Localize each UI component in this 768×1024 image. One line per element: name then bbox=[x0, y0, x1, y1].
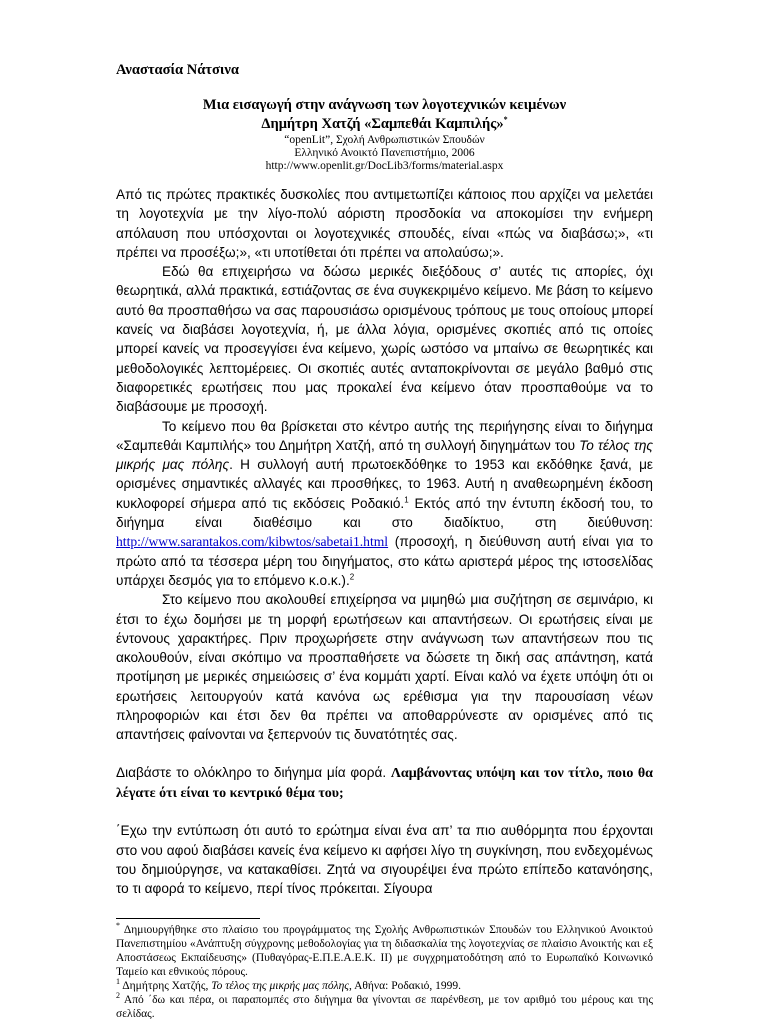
instruction-text: Διαβάστε το ολόκληρο το διήγημα μία φορά. bbox=[116, 764, 391, 780]
paragraph-4: Στο κείμενο που ακολουθεί επιχείρησα να μιμηθώ μια συζήτηση σε σεμινάριο, κι έτσι το έχω δομήσει με τη μορφή ερωτήσεων και απαντήσεων. Οι ερωτήσεις είναι με έντονους χαρακτήρες. Πριν προχωρήσετε στην ανάγνωση των απαντήσεων που τις ακολουθούν, είναι σκόπιμο να προσπαθήσετε να δώσετε τη δική σας απάντηση, κατά προτίμηση με μερικές σημειώσεις σ’ ένα κομμάτι χαρτί. Είναι καλό να έχετε υπόψη ότι οι ερωτήσεις λειτουργούν κατά κανόνα ως ερέθισμα για την παρουσίαση νέων πληροφοριών και έτσι δεν θα πρέπει να αποθαρρύνεστε αν ορισμένες από τις απαντήσεις φαίνονται να ξεπερνούν τις δυνατότητές σας. bbox=[116, 592, 653, 743]
title-line-2 bbox=[116, 115, 653, 134]
book-title: Το τέλος της μικρής μας πόλης bbox=[116, 437, 653, 473]
title-footnote-mark: * bbox=[503, 115, 508, 125]
footnote-ref-1: 1 bbox=[404, 495, 409, 505]
footnote-1-book: Το τέλος της μικρής μας πόλης bbox=[211, 980, 349, 993]
paragraph-5 bbox=[116, 763, 653, 804]
footnote-divider bbox=[116, 918, 260, 919]
title-text: Δημήτρη Χατζή «Σαμπεθάι Καμπιλής» bbox=[261, 116, 504, 132]
footnote-star bbox=[116, 923, 653, 979]
p3-text-a: Το κείμενο που θα βρίσκεται στο κέντρο αυτής της περιήγησης είναι το διήγημα «Σαμπεθάι Καμπιλής» του Δημήτρη Χατζή, από τη συλλογή διηγημάτων του bbox=[116, 418, 653, 453]
org-line-1: “openLit”, Σχολή Ανθρωπιστικών Σπουδών bbox=[284, 134, 485, 146]
p3-text-b: . Η συλλογή αυτή πρωτοεκδόθηκε το 1953 και εκδόθηκε ξανά, με ορισμένες σημαντικές αλλαγές και προσθήκες, το 1963. Αυτή η αναθεωρημένη έκδοση κυκλοφορεί σήμερα από τις εκδόσεις Ροδακιό. bbox=[116, 457, 653, 511]
org-url: http://www.openlit.gr/DocLib3/forms/material.aspx bbox=[265, 160, 504, 172]
paragraph-6: ΄Εχω την εντύπωση ότι αυτό το ερώτημα είναι ένα απ’ τα πιο αυθόρμητα που έρχονται στο νου αφού διαβάσει κανείς ένα κείμενο κι αφήσει λίγο τη συγκίνηση, που ενδεχομένως του δημιούργησε, να κατακαθίσει. Ζητά να σιγουρέψει ένα πρώτο επίπεδο κατανόησης, το τι αφορά το κείμενο, περί τίνος πρόκειται. Σίγουρα bbox=[116, 823, 653, 897]
question-text: Λαμβάνοντας υπόψη και τον τίτλο, ποιο θα λέγατε ότι είναι το κεντρικό θέμα του; bbox=[116, 765, 653, 801]
org-line-2: Ελληνικό Ανοικτό Πανεπιστήμιο, 2006 bbox=[294, 147, 475, 159]
footnote-1-mark: 1 bbox=[116, 977, 120, 987]
author-name: Αναστασία Νάτσινα bbox=[116, 62, 239, 78]
paragraph-1: Από τις πρώτες πρακτικές δυσκολίες που αντιμετωπίζει κάποιος που αρχίζει να μελετάει τη λογοτεχνία με την λίγο-πολύ αόριστη προσδοκία να αποκομίσει την ενήμερη απόλαυση που υπόσχονται οι λογοτεχνικές σπουδές, είναι «πώς να διαβάσω;», «τι πρέπει να προσέξω;», «τι υποτίθεται ότι πρέπει να απολαύσω;». bbox=[116, 187, 653, 260]
paragraph-2: Εδώ θα επιχειρήσω να δώσω μερικές διεξόδους σ’ αυτές τις απορίες, όχι θεωρητικά, αλλά πρακτικά, εστιάζοντας σε ένα συγκεκριμένο κείμενο. Με βάση το κείμενο αυτό θα προσπαθήσω να σας παρουσιάσω ορισμένους τρόπους με τους οποίους μπορεί κανείς να διαβάσει λογοτεχνία, ή, με άλλα λόγια, ορισμένες σκοπιές από τις οποίες μπορεί κανείς να προσεγγίσει ένα κείμενο, χωρίς ωστόσο να μπαίνω σε θεωρητικές και μεθοδολογικές λεπτομέρειες. Οι σκοπιές αυτές ανταποκρίνονται σε μεγάλο βαθμό στις διαφορετικές ερωτήσεις που μας προκαλεί ένα κείμενο όταν προσπαθούμε να το διαβάσουμε με προσοχή. bbox=[116, 264, 653, 415]
footnote-2 bbox=[116, 993, 653, 1021]
document-body bbox=[116, 185, 653, 898]
footnote-1-text-a: Δημήτρης Χατζής, bbox=[120, 980, 212, 993]
title-block bbox=[116, 96, 653, 173]
footnote-2-text: Από ΄δω και πέρα, οι παραπομπές στο διήγημα θα γίνονται σε παρένθεση, με τον αριθμό του μέρους και της σελίδας. bbox=[116, 994, 653, 1021]
footnote-star-text: Δημιουργήθηκε στο πλαίσιο του προγράμματος της Σχολής Ανθρωπιστικών Σπουδών του Ελληνικού Ανοικτού Πανεπιστημίου «Ανάπτυξη σύγχρονης μεθοδολογίας για τη διδασκαλία της λογοτεχνίας σε πλαίσιο Ανοικτής και εξ Αποστάσεως Εκπαίδευσης» (Πυθαγόρας-Ε.Π.Ε.Α.Ε.Κ. ΙΙ) με συγχρηματοδότηση από το Ευρωπαϊκό Κοινωνικό Ταμείο και εθνικούς πόρους. bbox=[116, 924, 653, 979]
footnote-2-mark: 2 bbox=[116, 991, 120, 1001]
footnote-1 bbox=[116, 979, 653, 993]
footnote-1-text-b: , Αθήνα: Ροδακιό, 1999. bbox=[348, 980, 462, 993]
story-link[interactable]: http://www.sarantakos.com/kibwtos/sabetai1.html bbox=[116, 534, 389, 550]
footnotes bbox=[116, 923, 653, 1021]
title-line-1: Μια εισαγωγή στην ανάγνωση των λογοτεχνικών κειμένων bbox=[202, 97, 567, 113]
p3-text-d: (προσοχή, η διεύθυνση αυτή είναι για το πρώτο από τα τέσσερα μέρη του διηγήματος, στο κάτω αριστερά μέρος της ιστοσελίδας υπάρχει δεσμός για το επόμενο κ.ο.κ.). bbox=[116, 534, 653, 588]
p3-text-c: Εκτός από την έντυπη έκδοσή του, το διήγημα είναι διαθέσιμο και στο διαδίκτυο, στη διεύθυνση: bbox=[116, 495, 653, 531]
footnote-star-mark: * bbox=[116, 921, 120, 931]
document-page bbox=[116, 62, 653, 1021]
footnote-ref-2: 2 bbox=[349, 572, 355, 582]
paragraph-3 bbox=[116, 417, 653, 591]
